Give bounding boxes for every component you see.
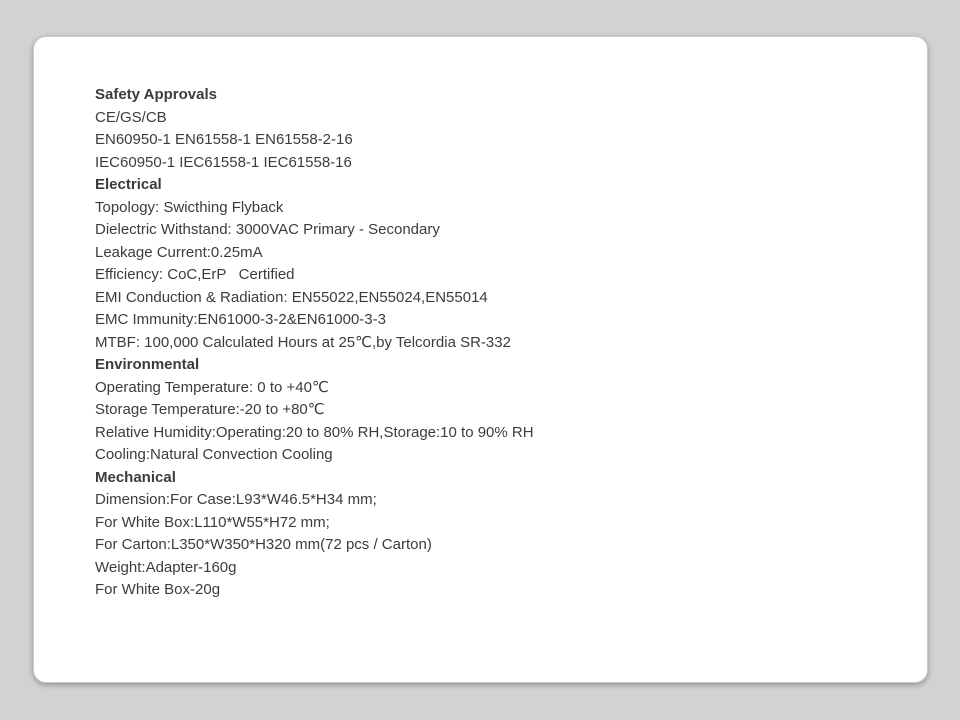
spec-line: Dimension:For Case:L93*W46.5*H34 mm; xyxy=(95,491,377,508)
spec-line: EN60950-1 EN61558-1 EN61558-2-16 xyxy=(95,131,353,148)
spec-line: For White Box-20g xyxy=(95,581,221,598)
spec-line: Cooling:Natural Convection Cooling xyxy=(95,446,333,463)
spec-line: For White Box:L110*W55*H72 mm; xyxy=(95,513,330,531)
section-heading: Safety Approvals xyxy=(95,86,217,103)
spec-line: EMC Immunity:EN61000-3-2&EN61000-3-3 xyxy=(95,311,386,328)
spec-line: CE/GS/CB xyxy=(95,108,167,126)
spec-line: Weight:Adapter-160g xyxy=(95,558,237,576)
spec-line: Efficiency: CoC,ErP Certified xyxy=(95,266,295,283)
section-heading: Electrical xyxy=(95,176,162,193)
section-heading: Mechanical xyxy=(95,468,176,486)
spec-line: Topology: Swicthing Flyback xyxy=(95,198,284,216)
spec-line: Operating Temperature: 0 to +40℃ xyxy=(95,378,329,396)
spec-sheet-card xyxy=(33,36,928,683)
spec-line: Leakage Current:0.25mA xyxy=(95,243,263,261)
spec-line: EMI Conduction & Radiation: EN55022,EN55024,EN55014 xyxy=(95,288,488,306)
spec-line: Storage Temperature:-20 to +80℃ xyxy=(95,401,325,418)
section-heading: Environmental xyxy=(95,356,200,373)
spec-line: For Carton:L350*W350*H320 mm(72 pcs / Carton) xyxy=(95,536,432,553)
spec-content xyxy=(34,37,927,602)
spec-line: Relative Humidity:Operating:20 to 80% RH,Storage:10 to 90% RH xyxy=(95,423,534,441)
spec-line: Dielectric Withstand: 3000VAC Primary - Secondary xyxy=(95,221,440,238)
spec-line: IEC60950-1 IEC61558-1 IEC61558-16 xyxy=(95,153,352,171)
spec-line: MTBF: 100,000 Calculated Hours at 25℃,by Telcordia SR-332 xyxy=(95,333,511,351)
